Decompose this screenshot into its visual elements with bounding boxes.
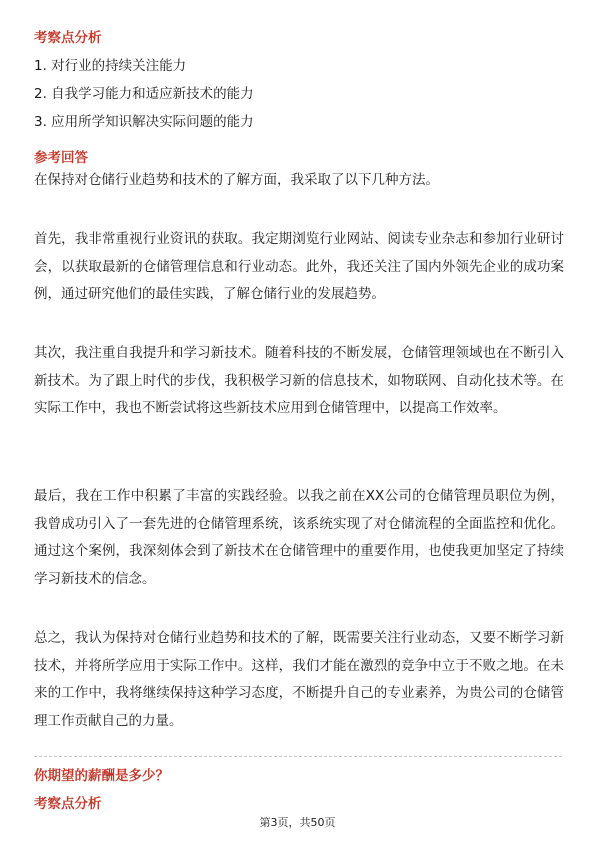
analysis-item-1: 1. 对行业的持续关注能力 [34, 58, 187, 74]
next-analysis-heading: 考察点分析 [34, 796, 102, 812]
page-number-footer: 第3页，共50页 [259, 816, 336, 829]
reference-answer-heading: 参考回答 [34, 150, 88, 166]
section-divider [34, 756, 562, 757]
analysis-item-3: 3. 应用所学知识解决实际问题的能力 [34, 114, 254, 130]
answer-paragraph-first: 首先，我非常重视行业资讯的获取。我定期浏览行业网站、阅读专业杂志和参加行业研讨会，以获取最新的仓储管理信息和行业动态。此外，我还关注了国内外领先企业的成功案例，通过研究他们的最佳实践，了解仓储行业的发展趋势。 [34, 231, 564, 302]
answer-paragraph-intro: 在保持对仓储行业趋势和技术的了解方面，我采取了以下几种方法。 [34, 172, 439, 188]
answer-paragraph-second: 其次，我注重自我提升和学习新技术。随着科技的不断发展，仓储管理领域也在不断引入新技术。为了跟上时代的步伐，我积极学习新的信息技术，如物联网、自动化技术等。在实际工作中，我也不断尝试将这些新技术应用到仓储管理中，以提高工作效率。 [34, 345, 564, 416]
analysis-item-2: 2. 自我学习能力和适应新技术的能力 [34, 86, 254, 102]
analysis-heading: 考察点分析 [34, 30, 102, 46]
next-question-title: 你期望的薪酬是多少？ [34, 768, 169, 784]
answer-paragraph-last: 最后，我在工作中积累了丰富的实践经验。以我之前在XX公司的仓储管理员职位为例，我曾成功引入了一套先进的仓储管理系统，该系统实现了对仓储流程的全面监控和优化。通过这个案例，我深刻体会到了新技术在仓储管理中的重要作用，也使我更加坚定了持续学习新技术的信念。 [34, 488, 564, 587]
answer-paragraph-summary: 总之，我认为保持对仓储行业趋势和技术的了解，既需要关注行业动态，又要不断学习新技术，并将所学应用于实际工作中。这样，我们才能在激烈的竞争中立于不败之地。在未来的工作中，我将继续保持这种学习态度，不断提升自己的专业素养，为贵公司的仓储管理工作贡献自己的力量。 [34, 630, 564, 729]
